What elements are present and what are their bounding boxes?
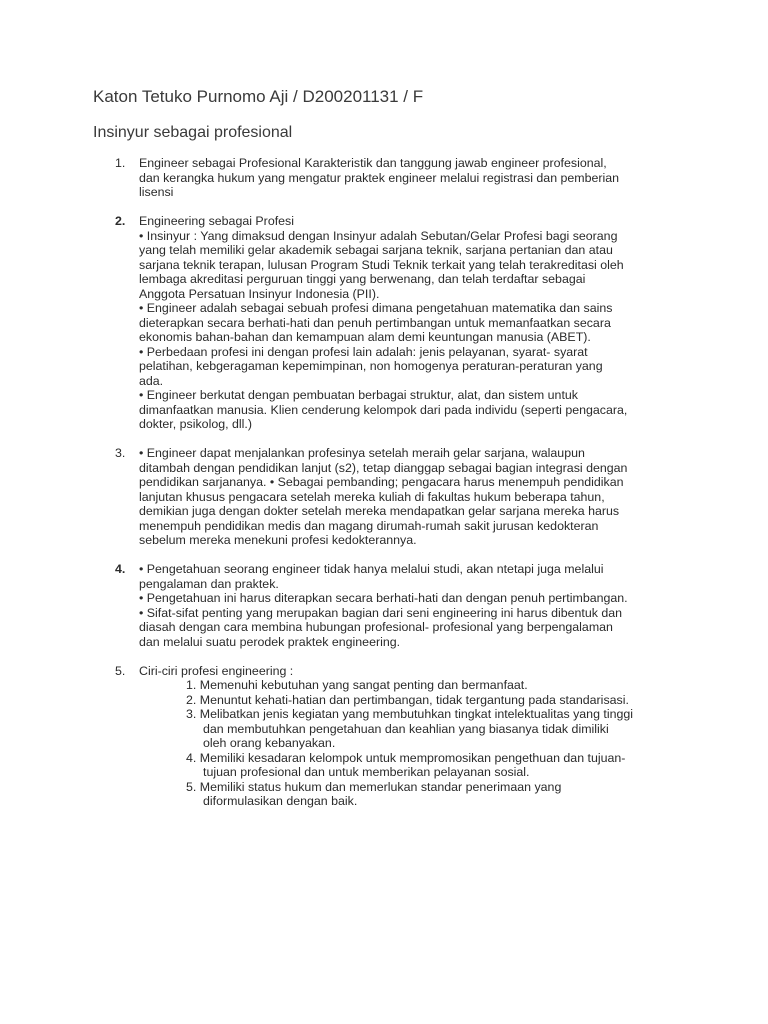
list-item-2 [0, 214, 684, 432]
sub-list [139, 678, 684, 809]
text-line: • Perbedaan profesi ini dengan profesi lain adalah: jenis pelayanan, syarat- syarat [139, 344, 588, 359]
text-line: Ciri-ciri profesi engineering : [139, 663, 294, 678]
text-line: pengalaman dan praktek. [139, 576, 279, 591]
numbered-list [0, 156, 768, 823]
text-line: 5. Memiliki status hukum dan memerlukan standar penerimaan yang [186, 779, 562, 794]
sub-list-item [186, 751, 684, 780]
text-line: lisensi [139, 185, 174, 199]
text-line: • Pengetahuan ini harus diterapkan secara berhati-hati dan dengan penuh pertimbangan. [139, 591, 628, 605]
text-line: dieterapkan secara berhati-hati dan penuh pertimbangan untuk memanfaatkan secara [139, 315, 611, 330]
text-line: diformulasikan dengan baik. [203, 794, 358, 808]
text-line: demikian juga dengan dokter setelah mereka mendapatkan gelar sarjana mereka harus [139, 504, 620, 518]
sub-list-item [186, 678, 684, 693]
text-line: pendidikan sarjananya. • Sebagai pembanding; pengacara harus menempuh pendidikan [139, 475, 624, 489]
text-line: Engineer sebagai Profesional Karakteristik dan tanggung jawab engineer profesional, [139, 156, 607, 170]
text-line: lanjutan khusus pengacara setelah mereka kuliah di fakultas hukum beberapa tahun, [139, 489, 605, 504]
text-line: 4. Memiliki kesadaran kelompok untuk mempromosikan pengethuan dan tujuan- [186, 750, 626, 765]
list-number: 1. [115, 156, 126, 170]
sub-list-item [186, 693, 684, 708]
sub-list-item [186, 780, 684, 809]
text-line: • Sifat-sifat penting yang merupakan bagian dari seni engineering ini harus dibentuk dan [139, 605, 623, 620]
list-item-5 [0, 664, 684, 809]
text-line: • Engineer berkutat dengan pembuatan berbagai struktur, alat, dan sistem untuk [139, 388, 578, 402]
text-line: ada. [139, 373, 164, 388]
document-title: Insinyur sebagai profesional [93, 124, 293, 141]
text-line: tujuan profesional dan untuk memberikan pelayanan sosial. [203, 765, 530, 779]
text-line: • Engineer dapat menjalankan profesinya setelah meraih gelar sarjana, walaupun [139, 446, 585, 460]
text-line: sebelum mereka menekuni profesi kedokterannya. [139, 533, 417, 547]
author-header: Katon Tetuko Purnomo Aji / D200201131 / F [93, 87, 424, 106]
text-line: dokter, psikolog, dll.) [139, 417, 252, 431]
text-line: lembaga akreditasi perguruan tinggi yang berwenang, dan telah terdaftar sebagai [139, 272, 586, 286]
text-line: ditambah dengan pendidikan lanjut (s2), tetap dianggap sebagai bagian integrasi dengan [139, 460, 628, 475]
list-number: 3. [115, 446, 126, 460]
text-line: 3. Melibatkan jenis kegiatan yang membutuhkan tingkat intelektualitas yang tinggi [186, 707, 634, 721]
list-number: 2. [115, 214, 126, 228]
text-line: diasah dengan cara membina hubungan profesional- profesional yang berpengalaman [139, 620, 613, 634]
text-line: oleh orang kebanyakan. [203, 736, 336, 750]
sub-list-item [186, 707, 684, 751]
list-item-4 [0, 562, 684, 649]
list-item-1 [0, 156, 684, 200]
text-line: • Engineer adalah sebagai sebuah profesi dimana pengetahuan matematika dan sains [139, 301, 613, 315]
text-line: pelatihan, kebgeragaman kepemimpinan, non homogenya peraturan-peraturan yang [139, 359, 603, 373]
text-line: 2. Menuntut kehati-hatian dan pertimbangan, tidak tergantung pada standarisasi. [186, 692, 629, 707]
text-line: sarjana teknik terapan, lulusan Program Studi Teknik terkait yang telah terakreditasi oleh [139, 257, 624, 272]
text-line: dimanfaatkan manusia. Klien cenderung kelompok dari pada individu (seperti pengacara, [139, 402, 628, 417]
text-line: dan kerangka hukum yang mengatur praktek engineer melalui registrasi dan pemberian [139, 170, 620, 185]
text-line: yang telah memiliki gelar akademik sebagai sarjana teknik, sarjana pertanian dan atau [139, 243, 613, 257]
text-line: 1. Memenuhi kebutuhan yang sangat penting dan bermanfaat. [186, 678, 528, 692]
text-line: dan melalui suatu perodek praktek engineering. [139, 634, 401, 649]
list-item-3 [0, 446, 684, 548]
list-number: 5. [115, 663, 126, 678]
text-line: Engineering sebagai Profesi [139, 214, 294, 228]
text-line: menempuh pendidikan medis dan magang dirumah-rumah sakit jurusan kedokteran [139, 518, 599, 533]
text-line: ekonomis bahan-bahan dan kemampuan alam demi keuntungan manusia (ABET). [139, 330, 591, 344]
text-line: dan membutuhkan pengetahuan dan keahlian yang biasanya tidak dimiliki [203, 721, 609, 736]
list-number: 4. [115, 562, 126, 576]
text-line: • Insinyur : Yang dimaksud dengan Insinyur adalah Sebutan/Gelar Profesi bagi seorang [139, 228, 618, 243]
text-line: Anggota Persatuan Insinyur Indonesia (PII). [139, 286, 380, 301]
text-line: • Pengetahuan seorang engineer tidak hanya melalui studi, akan ntetapi juga melalui [139, 562, 604, 576]
